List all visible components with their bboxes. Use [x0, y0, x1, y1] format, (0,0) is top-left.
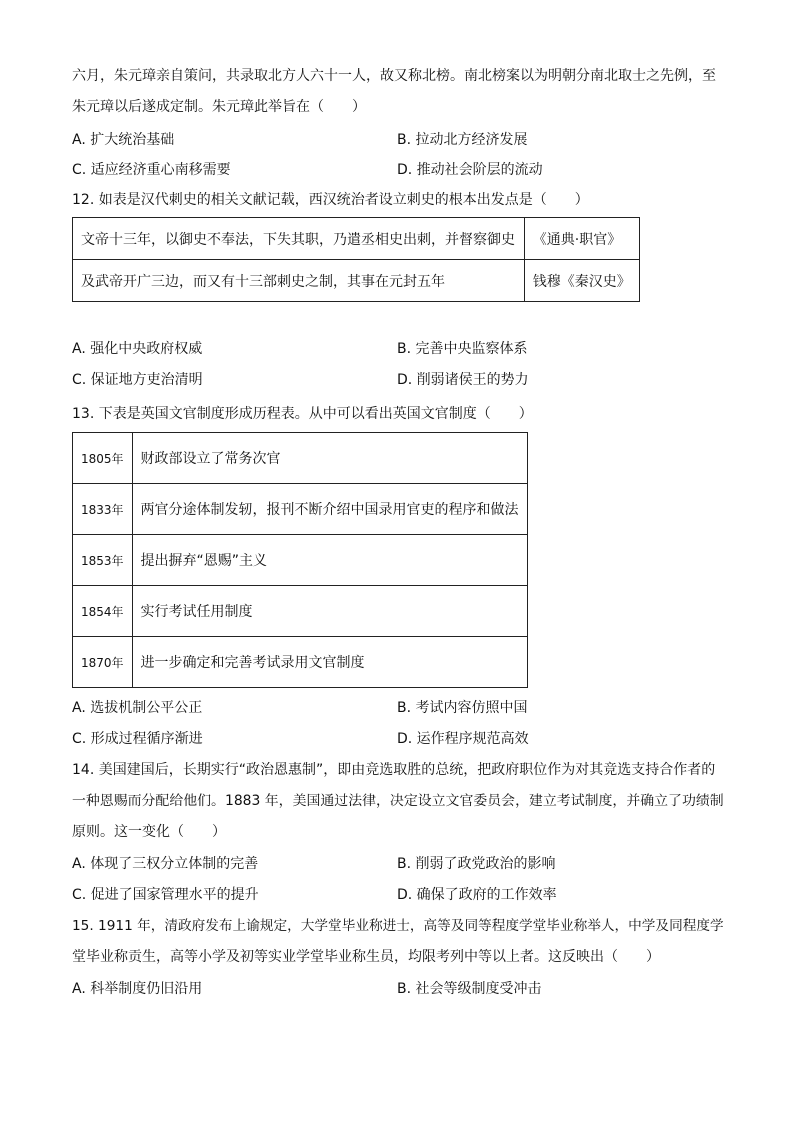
q12-option-b[interactable]: B. 完善中央监察体系	[397, 341, 528, 357]
q15-option-b[interactable]: B. 社会等级制度受冲击	[397, 981, 542, 997]
table-cell-year: 1853年	[73, 535, 133, 586]
table-row	[73, 218, 640, 260]
q11-option-b[interactable]: B. 拉动北方经济发展	[397, 132, 528, 148]
q12-stem: 12. 如表是汉代刺史的相关文献记载，西汉统治者设立刺史的根本出发点是（ ）	[72, 192, 589, 208]
q11-option-a[interactable]: A. 扩大统治基础	[72, 132, 175, 148]
q14-option-b[interactable]: B. 削弱了政党政治的影响	[397, 856, 556, 872]
table-cell: 财政部设立了常务次官	[132, 433, 527, 484]
q14-option-d[interactable]: D. 确保了政府的工作效率	[397, 887, 557, 903]
q15-option-a[interactable]: A. 科举制度仍旧沿用	[72, 981, 203, 997]
q13-option-b[interactable]: B. 考试内容仿照中国	[397, 700, 528, 716]
q12-option-a[interactable]: A. 强化中央政府权威	[72, 341, 203, 357]
table-cell: 文帝十三年，以御史不奉法，下失其职，乃遣丞相史出刺，并督察御史	[73, 218, 525, 260]
table-cell: 钱穆《秦汉史》	[524, 260, 639, 302]
q13-option-c[interactable]: C. 形成过程循序渐进	[72, 731, 203, 747]
q12-option-d[interactable]: D. 削弱诸侯王的势力	[397, 372, 529, 388]
q11-stem-line-2: 朱元璋以后遂成定制。朱元璋此举旨在（ ）	[72, 99, 366, 115]
table-row	[73, 484, 528, 535]
table-cell: 实行考试任用制度	[132, 586, 527, 637]
q14-option-c[interactable]: C. 促进了国家管理水平的提升	[72, 887, 259, 903]
table-cell-year: 1833年	[73, 484, 133, 535]
table-row	[73, 535, 528, 586]
q15-stem-line-1: 15. 1911 年，清政府发布上谕规定，大学堂毕业称进士，高等及同等程度学堂毕业称举人，中学及同程度学	[72, 918, 724, 934]
q11-option-d[interactable]: D. 推动社会阶层的流动	[397, 162, 543, 178]
table-cell-year: 1854年	[73, 586, 133, 637]
q11-stem-line-1: 六月，朱元璋亲自策问，共录取北方人六十一人，故又称北榜。南北榜案以为明朝分南北取士之先例，至	[72, 68, 716, 84]
table-cell: 《通典·职官》	[524, 218, 639, 260]
q14-stem-line-3: 原则。这一变化（ ）	[72, 824, 226, 840]
table-row	[73, 637, 528, 688]
table-row	[73, 260, 640, 302]
q14-stem-line-1: 14. 美国建国后，长期实行“政治恩惠制”，即由竞选取胜的总统，把政府职位作为对其竞选支持合作者的	[72, 762, 716, 778]
q13-option-a[interactable]: A. 选拔机制公平公正	[72, 700, 203, 716]
table-cell-year: 1870年	[73, 637, 133, 688]
table-cell: 两官分途体制发轫，报刊不断介绍中国录用官吏的程序和做法	[132, 484, 527, 535]
q14-stem-line-2: 一种恩赐而分配给他们。1883 年，美国通过法律，决定设立文官委员会，建立考试制度，并确立了功绩制	[72, 793, 724, 809]
table-row	[73, 586, 528, 637]
q14-option-a[interactable]: A. 体现了三权分立体制的完善	[72, 856, 259, 872]
table-cell: 及武帝开广三边，而又有十三部刺史之制，其事在元封五年	[73, 260, 525, 302]
table-cell: 提出摒弃“恩赐”主义	[132, 535, 527, 586]
table-row	[73, 433, 528, 484]
q13-table	[72, 432, 528, 688]
q12-option-c[interactable]: C. 保证地方吏治清明	[72, 372, 203, 388]
q13-stem: 13. 下表是英国文官制度形成历程表。从中可以看出英国文官制度（ ）	[72, 406, 533, 422]
table-cell-year: 1805年	[73, 433, 133, 484]
q11-option-c[interactable]: C. 适应经济重心南移需要	[72, 162, 231, 178]
q15-stem-line-2: 堂毕业称贡生，高等小学及初等实业学堂毕业称生员，均限考列中等以上者。这反映出（ ）	[72, 949, 660, 965]
q13-option-d[interactable]: D. 运作程序规范高效	[397, 731, 529, 747]
table-cell: 进一步确定和完善考试录用文官制度	[132, 637, 527, 688]
q12-table	[72, 217, 640, 302]
